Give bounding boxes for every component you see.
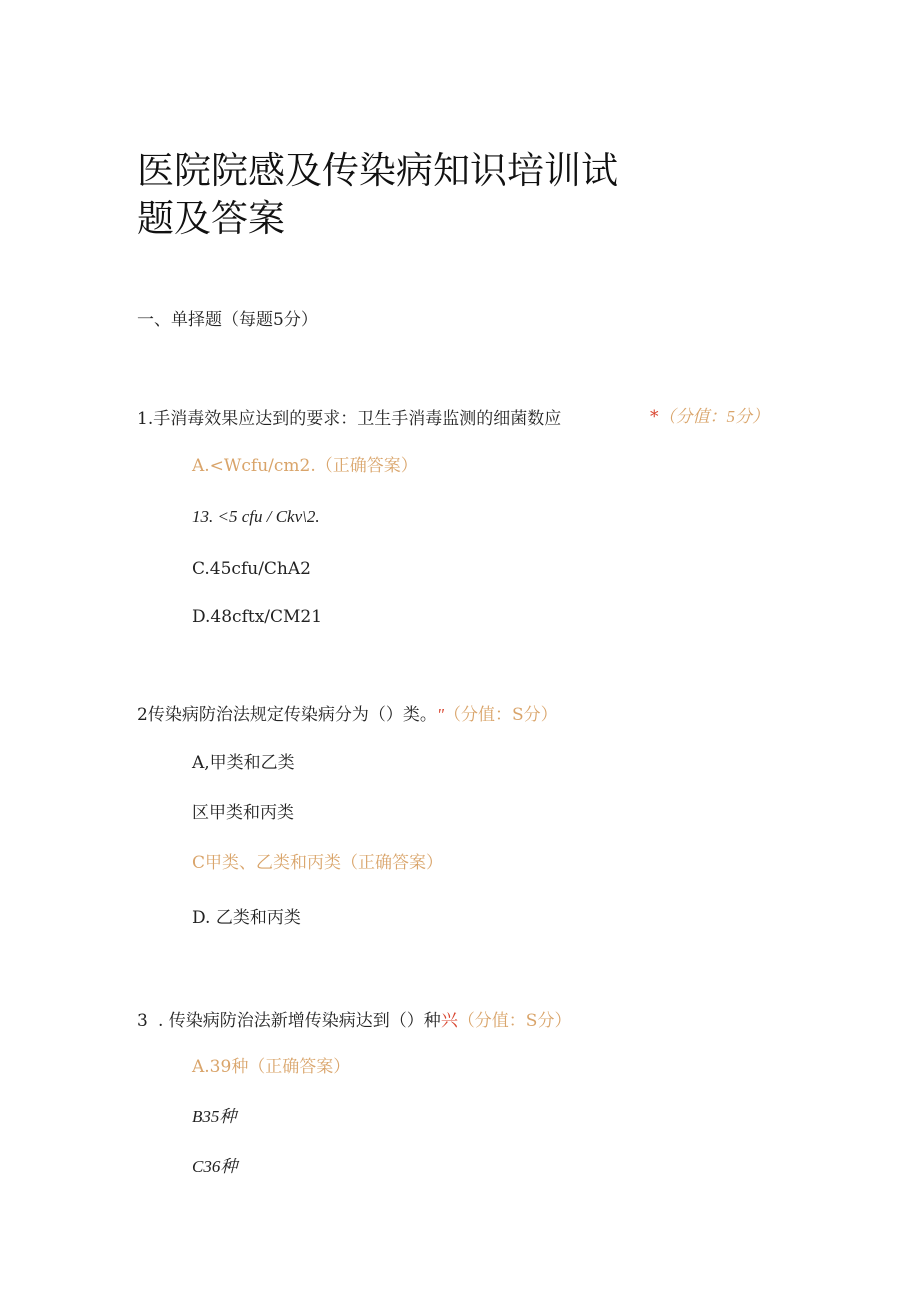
- required-mark: 兴: [440, 1011, 458, 1031]
- question-2-score: （分值：S分）: [443, 705, 558, 725]
- question-3-number: 3: [137, 1011, 148, 1031]
- required-mark: *: [650, 407, 659, 427]
- question-2-option-c[interactable]: C甲类、乙类和丙类（正确答案）: [192, 853, 444, 873]
- question-1-option-d[interactable]: D.48cftx/CM21: [192, 607, 323, 627]
- question-3-option-c[interactable]: C36种: [192, 1157, 238, 1176]
- question-1-score: （分值：5分）: [658, 407, 769, 426]
- question-2-option-a[interactable]: A,甲类和乙类: [192, 753, 295, 773]
- question-1-option-c[interactable]: C.45cfu/ChA2: [192, 559, 311, 579]
- required-mark: ": [436, 705, 444, 724]
- question-3-option-a[interactable]: A.39种（正确答案）: [192, 1057, 351, 1077]
- question-1-option-a[interactable]: A.<Wcfu/cm2.（正确答案）: [192, 456, 418, 476]
- question-1-text: 1.手消毒效果应达到的要求：卫生手消毒监测的细菌数应: [137, 409, 562, 429]
- question-3-score: （分值：S分）: [457, 1011, 572, 1031]
- question-2-option-b[interactable]: 区甲类和丙类: [192, 803, 294, 823]
- question-1-meta: [650, 405, 769, 429]
- question-2-option-d[interactable]: D. 乙类和丙类: [192, 908, 301, 928]
- question-2-text: 2传染病防治法规定传染病分为（）类。: [137, 705, 437, 725]
- page-title-line-2: 题及答案: [137, 197, 285, 240]
- section-heading: 一、单择题（每题5分）: [137, 310, 318, 330]
- page-title-line-1: 医院院感及传染病知识培训试: [137, 149, 618, 192]
- question-3-option-b[interactable]: B35种: [192, 1107, 237, 1126]
- question-3-line: [158, 1009, 571, 1033]
- question-1-option-b[interactable]: 13. <5 cfu / Ckv\2.: [192, 507, 320, 526]
- question-2-line: [137, 703, 558, 727]
- question-3-text: . 传染病防治法新增传染病达到（）种: [158, 1011, 441, 1031]
